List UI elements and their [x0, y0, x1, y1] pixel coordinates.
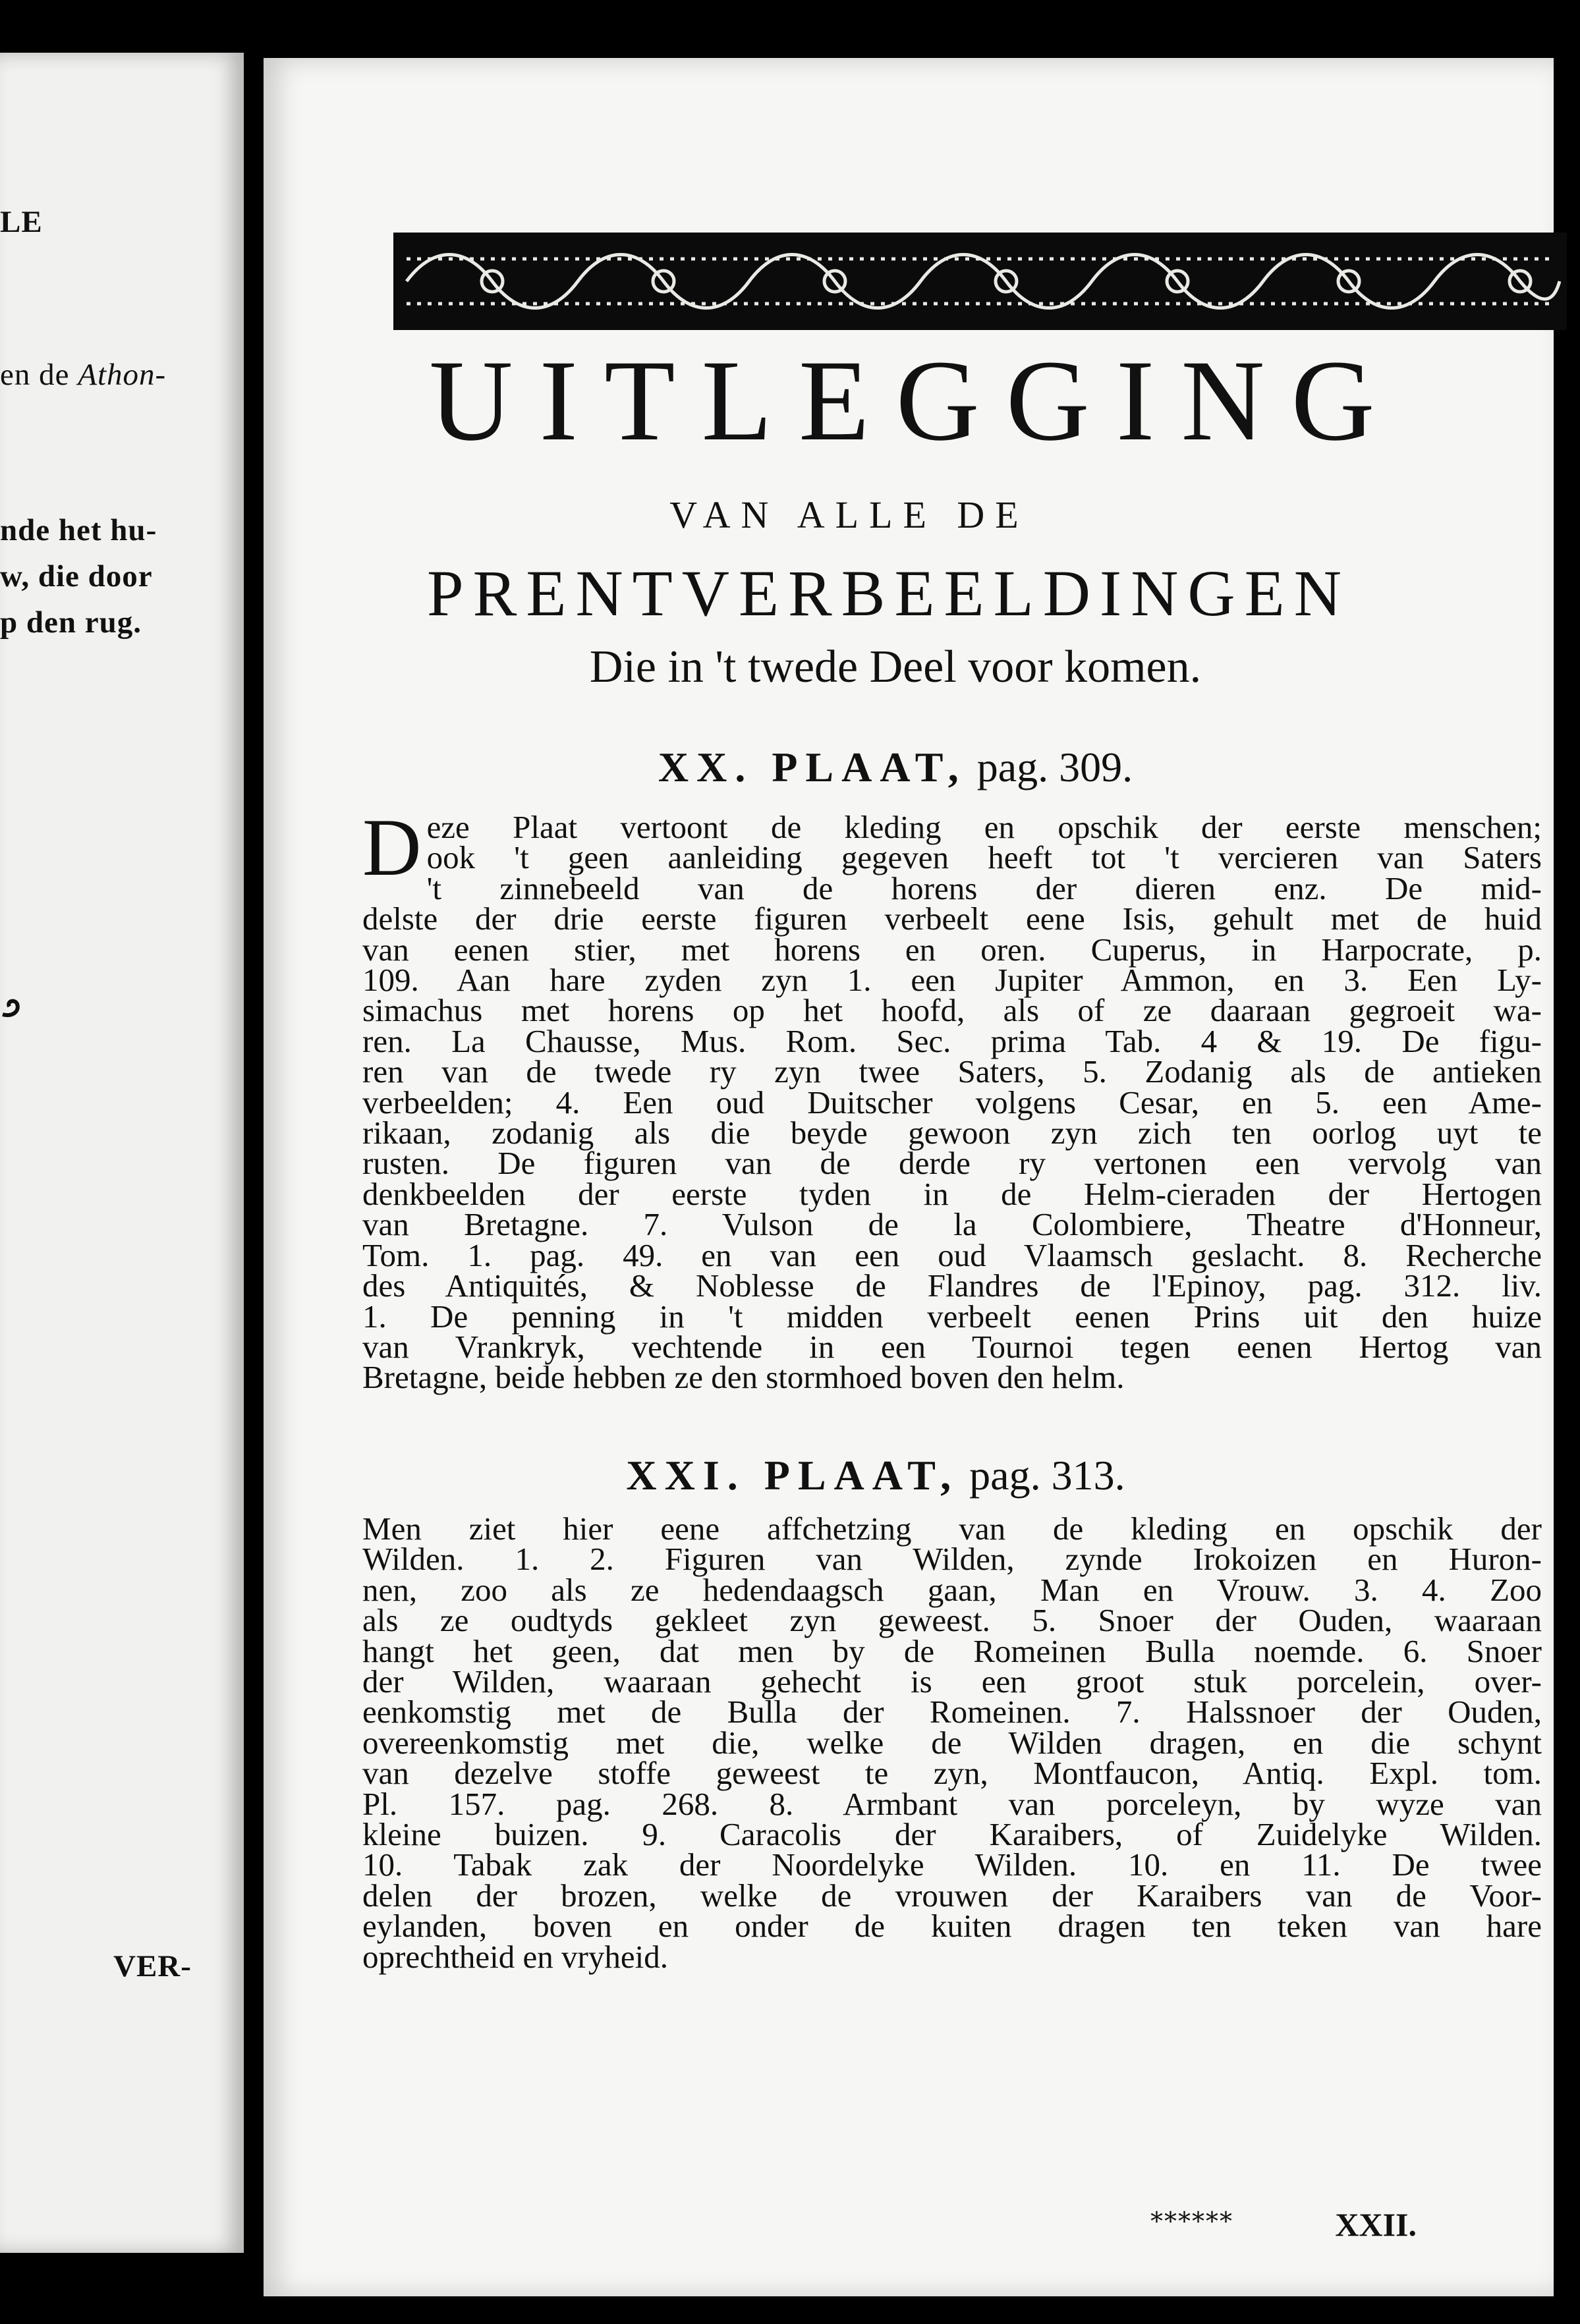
plate-xxi-label: XXI. PLAAT, — [626, 1452, 959, 1499]
plate-xxi-paragraph — [362, 1510, 1542, 1975]
text-line: rusten. De figuren van de derde ry vertonen een vervolg van — [362, 1145, 1542, 1182]
text-line: overeenkomstig met die, welke de Wilden dragen, en die schynt — [362, 1724, 1542, 1761]
text-line: Tom. 1. pag. 49. en van een oud Vlaamsch geslacht. 8. Recherche — [362, 1236, 1542, 1273]
text-line: van eenen stier, met horens en oren. Cuperus, in Harpocrate, p. — [362, 931, 1542, 968]
text-line: rikaan, zodanig als die beyde gewoon zyn zich ten oorlog uyt te — [362, 1115, 1542, 1151]
text-line: hangt het geen, dat men by de Romeinen Bulla noemde. 6. Snoer — [362, 1632, 1542, 1669]
plate-xx-page: pag. 309. — [966, 744, 1133, 790]
text-line: van Bretagne. 7. Vulson de la Colombiere, Theatre d'Honneur, — [362, 1206, 1542, 1243]
left-catchword — [113, 1949, 192, 1984]
left-fragment-line — [0, 204, 43, 240]
text-line: eylanden, boven en onder de kuiten dragen ten teken van hare — [362, 1908, 1542, 1945]
plate-xx-heading — [250, 743, 1540, 792]
text-line: oprechtheid en vryheid. — [362, 1938, 668, 1975]
subtitle-van-alle-de: VAN ALLE DE — [669, 493, 1029, 536]
catchword: XXII. — [1335, 2206, 1417, 2243]
plate-xxi-heading — [231, 1451, 1521, 1500]
headpiece-ornament-icon — [393, 233, 1567, 330]
text-line: 1. De penning in 't midden verbeelt eenen Prins uit den huize — [362, 1298, 1542, 1335]
text-line: 't zinnebeeld van de horens der dieren enz. De mid- — [426, 870, 1542, 906]
text-line: kleine buizen. 9. Caracolis der Karaibers, of Zuidelyke Wilden. — [362, 1816, 1542, 1853]
text-line: van dezelve stoffe geweest te zyn, Montfaucon, Antiq. Expl. tom. — [362, 1755, 1542, 1792]
text-line: denkbeelden der eerste tyden in de Helm-cieraden der Hertogen — [362, 1175, 1542, 1212]
text-line: als ze oudtyds gekleet zyn geweest. 5. Snoer der Ouden, waaraan — [362, 1602, 1542, 1639]
text-line: 10. Tabak zak der Noordelyke Wilden. 10. en 11. De twee — [362, 1846, 1542, 1883]
right-page — [264, 58, 1554, 2296]
page-title: UITLEGGING — [429, 337, 1401, 465]
drop-cap: D — [362, 802, 422, 893]
text-line: simachus met horens op het hoofd, als of ze daaraan gegroeit wa- — [362, 992, 1542, 1029]
left-page-fragment — [0, 53, 244, 2253]
text-line: delen der brozen, welke de vrouwen der Karaibers van de Voor- — [362, 1877, 1542, 1914]
fragment-text: en de — [0, 358, 78, 392]
fragment-italic: Athon- — [78, 358, 167, 392]
swirl-ornament-icon — [0, 995, 26, 1021]
left-fragment-line — [0, 512, 157, 548]
fragment-text: nde het hu- — [0, 513, 157, 547]
text-line: 109. Aan hare zyden zyn 1. een Jupiter Ammon, en 3. Een Ly- — [362, 962, 1542, 999]
fragment-text: VER- — [113, 1949, 192, 1983]
text-line: ren van de twede ry zyn twee Saters, 5. Zodanig als de antieken — [362, 1053, 1542, 1090]
text-line: verbeelden; 4. Een oud Duitscher volgens Cesar, en 5. een Ame- — [362, 1084, 1542, 1120]
text-line: eenkomstig met de Bulla der Romeinen. 7. Halssnoer der Ouden, — [362, 1694, 1542, 1730]
subtitle-twede-deel: Die in 't twede Deel voor komen. — [589, 642, 1202, 692]
text-line: van Vrankryk, vechtende in een Tournoi tegen eenen Hertog van — [362, 1328, 1542, 1365]
plate-xx-label: XX. PLAAT, — [658, 744, 967, 790]
subtitle-prentverbeeldingen: PRENTVERBEELDINGEN — [427, 557, 1351, 630]
text-line: ook 't geen aanleiding gegeven heeft tot 't vercieren van Saters — [426, 839, 1542, 876]
text-line: Pl. 157. pag. 268. 8. Armbant van porceleyn, by wyze van — [362, 1785, 1542, 1822]
left-fragment-line — [0, 605, 142, 640]
text-line: der Wilden, waaraan gehecht is een groot stuk porcelein, over- — [362, 1663, 1542, 1700]
plate-xx-paragraph — [362, 802, 1542, 1396]
fragment-text: w, die door — [0, 559, 153, 594]
text-line: nen, zoo als ze hedendaagsch gaan, Man en Vrouw. 3. 4. Zoo — [362, 1571, 1542, 1608]
text-line: Bretagne, beide hebben ze den stormhoed boven den helm. — [362, 1359, 1125, 1396]
fragment-text: LE — [0, 205, 43, 239]
text-line: Wilden. 1. 2. Figuren van Wilden, zynde Irokoizen en Huron- — [362, 1541, 1542, 1578]
signature-mark: ****** — [1150, 2207, 1233, 2236]
left-fragment-line — [0, 559, 153, 594]
fragment-text: p den rug. — [0, 605, 142, 640]
text-line: ren. La Chausse, Mus. Rom. Sec. prima Tab. 4 & 19. De figu- — [362, 1022, 1542, 1059]
text-line: des Antiquités, & Noblesse de Flandres de l'Epinoy, pag. 312. liv. — [362, 1267, 1542, 1304]
plate-xxi-page: pag. 313. — [959, 1452, 1125, 1499]
left-fragment-line — [0, 357, 166, 393]
text-line: delste der drie eerste figuren verbeelt eene Isis, gehult met de huid — [362, 900, 1542, 937]
text-line: Men ziet hier eene affchetzing van de kleding en opschik der — [362, 1510, 1542, 1547]
text-line: eze Plaat vertoont de kleding en opschik der eerste menschen; — [426, 809, 1542, 845]
